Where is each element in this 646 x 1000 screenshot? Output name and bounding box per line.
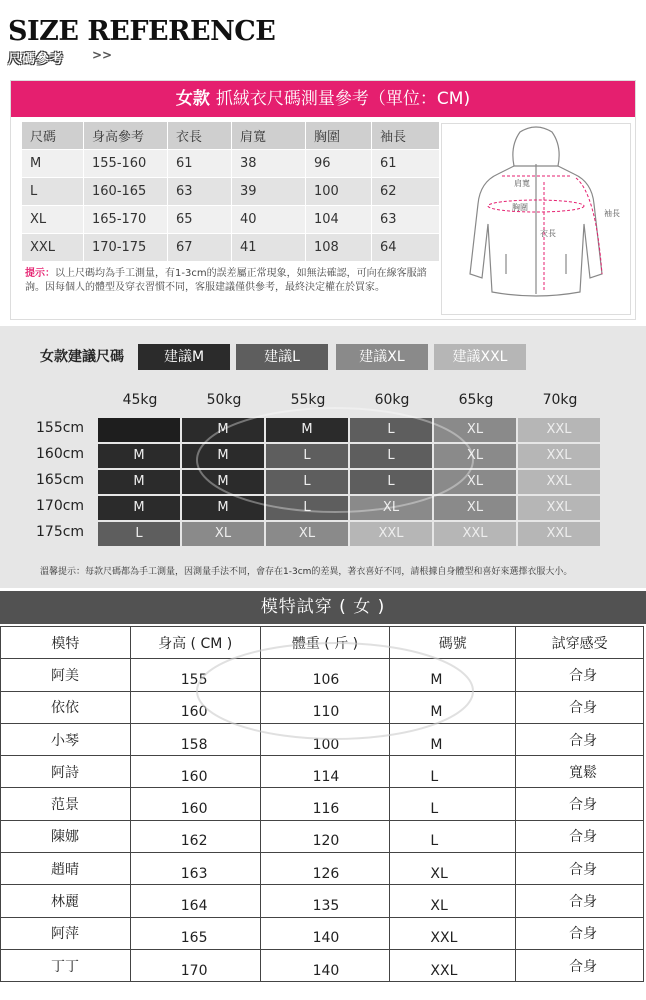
table-cell: 140 xyxy=(260,917,390,949)
grid-cell: XL xyxy=(182,522,264,546)
table-cell: 依依 xyxy=(1,691,131,723)
table-cell: 62 xyxy=(372,178,440,206)
shoulder-label: 肩寬 xyxy=(514,179,530,188)
table-row xyxy=(22,178,440,206)
table-cell: 120 xyxy=(260,820,390,852)
grid-cell: XL xyxy=(434,470,516,494)
grid-cell: XXL xyxy=(518,444,600,468)
table-cell: 阿詩 xyxy=(1,756,131,788)
table-cell: M xyxy=(390,691,516,723)
grid-cell: M xyxy=(182,418,264,442)
table-cell: 160-165 xyxy=(84,178,168,206)
table-cell: 170 xyxy=(130,949,260,981)
table-cell: 合身 xyxy=(516,788,644,820)
page-title: SIZE REFERENCE xyxy=(8,16,276,47)
double-arrow-icon: >> xyxy=(92,48,113,62)
table-row xyxy=(22,206,440,234)
table-cell: 170-175 xyxy=(84,234,168,262)
col-header: 身高參考 xyxy=(84,122,168,150)
height-header: 165cm xyxy=(36,472,85,488)
page-subtitle: 尺碼參考 xyxy=(8,52,65,67)
table-cell: 155 xyxy=(130,659,260,691)
table-cell: 116 xyxy=(260,788,390,820)
table-cell: 108 xyxy=(306,234,372,262)
table-cell: 96 xyxy=(306,150,372,178)
size-chart-section xyxy=(10,80,636,320)
table-cell: 135 xyxy=(260,885,390,917)
col-header: 肩寬 xyxy=(232,122,306,150)
col-header: 體重 ( 斤 ) xyxy=(260,627,390,659)
grid-cell: L xyxy=(350,418,432,442)
weight-header: 70kg xyxy=(542,392,578,408)
col-header: 衣長 xyxy=(168,122,232,150)
banner-title: 抓絨衣尺碼測量參考（單位：CM) xyxy=(215,89,471,109)
table-cell: 164 xyxy=(130,885,260,917)
table-row xyxy=(1,949,644,981)
tip-label: 提示： xyxy=(25,268,55,279)
model-section-banner: 模特試穿 ( 女 ) xyxy=(0,591,646,624)
banner-gender: 女款 xyxy=(175,89,210,109)
grid-cell xyxy=(98,418,180,442)
tip-text: 以上尺碼均為手工測量，有1-3cm的誤差屬正常現象，如無法確認，可向在線客服諮詢。因每個人的體型及穿衣習慣不同，客服建議僅供參考，最終決定權在於買家。 xyxy=(25,268,427,293)
table-cell: 合身 xyxy=(516,723,644,755)
grid-cell: XXL xyxy=(518,470,600,494)
weight-header: 55kg xyxy=(290,392,326,408)
grid-cell: M xyxy=(182,496,264,520)
col-header: 模特 xyxy=(1,627,131,659)
col-header: 碼號 xyxy=(390,627,516,659)
table-cell: 65 xyxy=(168,206,232,234)
table-cell: 39 xyxy=(232,178,306,206)
legend-m: 建議M xyxy=(138,344,230,370)
table-cell: 110 xyxy=(260,691,390,723)
table-cell: 合身 xyxy=(516,917,644,949)
legend-xl: 建議XL xyxy=(336,344,428,370)
table-cell: 163 xyxy=(130,853,260,885)
table-cell: 160 xyxy=(130,788,260,820)
table-cell: 165-170 xyxy=(84,206,168,234)
table-cell: XXL xyxy=(390,949,516,981)
table-cell: XXL xyxy=(22,234,84,262)
chest-label: 胸圍 xyxy=(512,203,528,212)
table-cell: 104 xyxy=(306,206,372,234)
model-table xyxy=(0,626,644,982)
table-cell: L xyxy=(390,756,516,788)
weight-header: 50kg xyxy=(206,392,242,408)
grid-cell: XL xyxy=(266,522,348,546)
table-row xyxy=(1,820,644,852)
table-cell: 160 xyxy=(130,691,260,723)
grid-cell: L xyxy=(350,444,432,468)
table-cell: XL xyxy=(22,206,84,234)
grid-cell: XXL xyxy=(350,522,432,546)
table-row xyxy=(1,853,644,885)
table-cell: 阿美 xyxy=(1,659,131,691)
height-header: 160cm xyxy=(36,446,85,462)
table-cell: L xyxy=(390,788,516,820)
grid-cell: XL xyxy=(434,444,516,468)
table-cell: 范景 xyxy=(1,788,131,820)
table-cell: 寬鬆 xyxy=(516,756,644,788)
col-header: 身高 ( CM ) xyxy=(130,627,260,659)
table-cell: 155-160 xyxy=(84,150,168,178)
grid-cell: XXL xyxy=(518,496,600,520)
table-cell: 小琴 xyxy=(1,723,131,755)
grid-cell: M xyxy=(98,444,180,468)
table-cell: 106 xyxy=(260,659,390,691)
col-header: 胸圍 xyxy=(306,122,372,150)
table-cell: 合身 xyxy=(516,659,644,691)
table-row xyxy=(22,150,440,178)
table-cell: 38 xyxy=(232,150,306,178)
grid-cell: XL xyxy=(350,496,432,520)
table-cell: 陳娜 xyxy=(1,820,131,852)
table-cell: 158 xyxy=(130,723,260,755)
col-header: 袖長 xyxy=(372,122,440,150)
table-row xyxy=(22,234,440,262)
height-header: 170cm xyxy=(36,498,85,514)
table-cell: 140 xyxy=(260,949,390,981)
grid-cell: XXL xyxy=(518,418,600,442)
table-cell: 40 xyxy=(232,206,306,234)
grid-cell: XXL xyxy=(518,522,600,546)
table-cell: 63 xyxy=(372,206,440,234)
table-cell: XL xyxy=(390,885,516,917)
sleeve-label: 袖長 xyxy=(604,209,620,218)
table-cell: 100 xyxy=(260,723,390,755)
grid-cell: XL xyxy=(434,496,516,520)
table-cell: 67 xyxy=(168,234,232,262)
grid-cell: XL xyxy=(434,418,516,442)
table-cell: 162 xyxy=(130,820,260,852)
height-header: 175cm xyxy=(36,524,85,540)
table-cell: 合身 xyxy=(516,691,644,723)
table-cell: 丁丁 xyxy=(1,949,131,981)
table-cell: 合身 xyxy=(516,949,644,981)
table-cell: XXL xyxy=(390,917,516,949)
table-cell: 阿萍 xyxy=(1,917,131,949)
grid-cell: L xyxy=(350,470,432,494)
grid-cell: L xyxy=(98,522,180,546)
table-cell: 林麗 xyxy=(1,885,131,917)
table-cell: 165 xyxy=(130,917,260,949)
suggestion-label: 女款建議尺碼 xyxy=(40,349,124,365)
legend-xxl: 建議XXL xyxy=(434,344,526,370)
table-cell: M xyxy=(22,150,84,178)
table-cell: 61 xyxy=(372,150,440,178)
table-cell: 126 xyxy=(260,853,390,885)
table-cell: L xyxy=(390,820,516,852)
jacket-outline-icon xyxy=(442,124,630,314)
table-row xyxy=(1,691,644,723)
table-row xyxy=(1,885,644,917)
col-header: 尺碼 xyxy=(22,122,84,150)
table-cell: 合身 xyxy=(516,820,644,852)
table-cell: 64 xyxy=(372,234,440,262)
table-row xyxy=(1,788,644,820)
suggestion-tip: 溫馨提示：每款尺碼都為手工測量，因測量手法不同，會存在1-3cm的差異，著衣喜好不同，請根據自身體型和喜好來選擇衣服大小。 xyxy=(40,567,573,577)
measurement-tip xyxy=(25,267,435,295)
table-cell: 合身 xyxy=(516,853,644,885)
jacket-diagram xyxy=(441,123,631,315)
table-cell: 63 xyxy=(168,178,232,206)
table-cell: 趙晴 xyxy=(1,853,131,885)
height-header: 155cm xyxy=(36,420,85,436)
table-cell: M xyxy=(390,659,516,691)
table-row xyxy=(1,659,644,691)
table-cell: 114 xyxy=(260,756,390,788)
table-cell: L xyxy=(22,178,84,206)
table-row xyxy=(1,723,644,755)
length-label: 衣長 xyxy=(540,229,556,238)
weight-header: 65kg xyxy=(458,392,494,408)
size-chart-banner xyxy=(11,81,635,117)
weight-header: 45kg xyxy=(122,392,158,408)
grid-cell: L xyxy=(266,470,348,494)
grid-cell: M xyxy=(182,444,264,468)
table-cell: M xyxy=(390,723,516,755)
grid-cell: M xyxy=(266,418,348,442)
grid-cell: L xyxy=(266,496,348,520)
table-cell: 100 xyxy=(306,178,372,206)
grid-cell: L xyxy=(266,444,348,468)
col-header: 試穿感受 xyxy=(516,627,644,659)
weight-header: 60kg xyxy=(374,392,410,408)
table-cell: 41 xyxy=(232,234,306,262)
table-cell: 61 xyxy=(168,150,232,178)
table-cell: XL xyxy=(390,853,516,885)
size-suggestion-section xyxy=(0,326,646,588)
grid-cell: XXL xyxy=(434,522,516,546)
size-table xyxy=(21,121,440,262)
table-row xyxy=(1,756,644,788)
table-row xyxy=(1,917,644,949)
table-cell: 160 xyxy=(130,756,260,788)
grid-cell: M xyxy=(98,470,180,494)
table-cell: 合身 xyxy=(516,885,644,917)
grid-cell: M xyxy=(182,470,264,494)
legend-l: 建議L xyxy=(236,344,328,370)
grid-cell: M xyxy=(98,496,180,520)
